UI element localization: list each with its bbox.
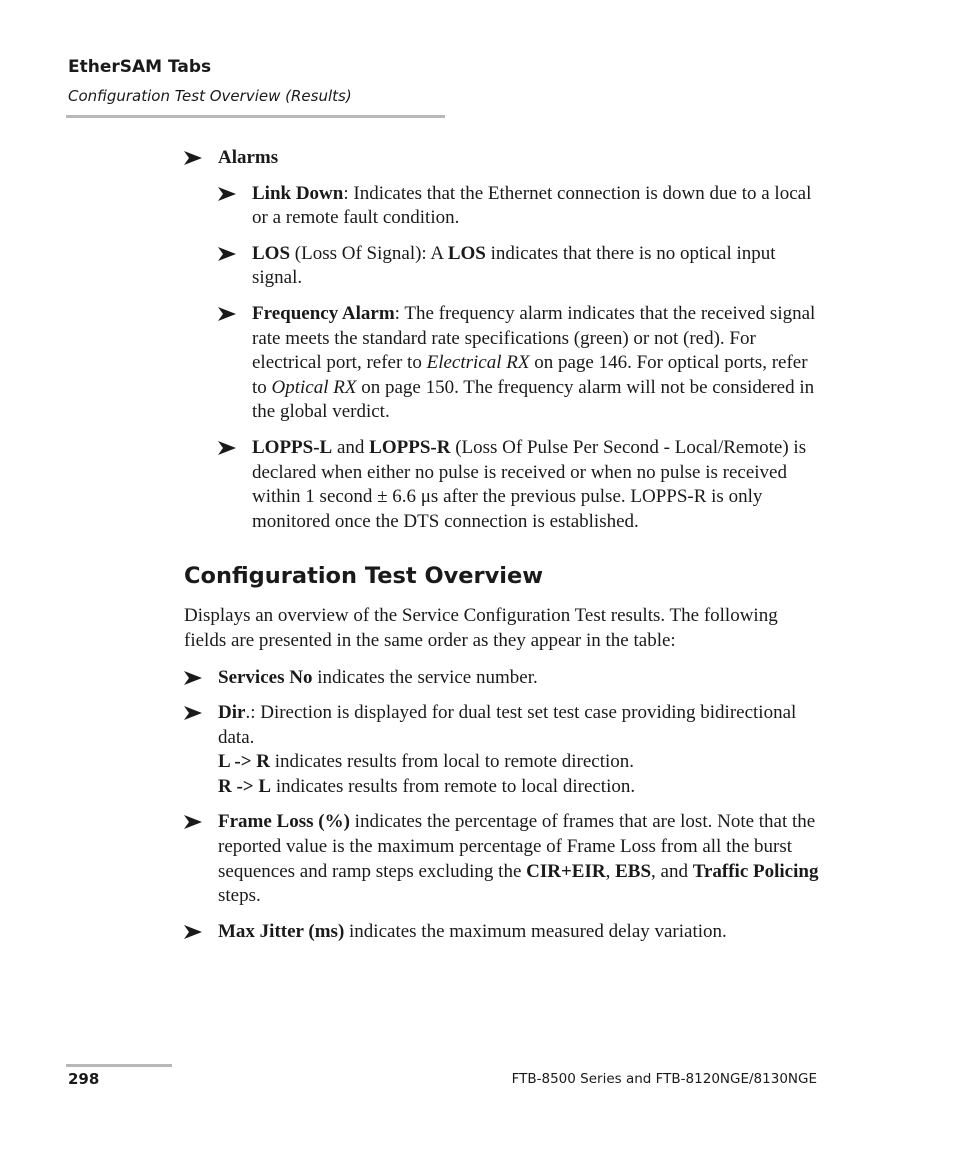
- list-item-frequency-alarm: [218, 302, 824, 425]
- list-item-link-down: [218, 182, 824, 231]
- arrow-bullet-icon: [218, 187, 236, 201]
- arrow-bullet-icon: [184, 815, 202, 829]
- term: Link Down: [252, 182, 344, 204]
- section-intro: Displays an overview of the Service Configuration Test results. The following fields are presented in the same order as they appear in the table:: [184, 605, 778, 651]
- header-title: EtherSAM Tabs: [68, 57, 212, 77]
- term: Services No: [218, 666, 313, 688]
- footer-rule: [66, 1064, 172, 1067]
- term: Dir: [218, 702, 246, 724]
- text: and: [332, 436, 370, 458]
- term: Max Jitter (ms): [218, 920, 345, 942]
- term: LOS: [447, 242, 486, 264]
- arrow-bullet-icon: [184, 671, 202, 685]
- list-item-max-jitter: [184, 920, 824, 945]
- arrow-bullet-icon: [218, 307, 236, 321]
- text: indicates results from local to remote direction.: [270, 751, 635, 773]
- text: indicates the maximum measured delay variation.: [344, 920, 727, 942]
- term: R -> L: [218, 775, 272, 797]
- text: : Indicates that the Ethernet connection is down due to a local or a remote fault condition.: [252, 182, 812, 229]
- term: Alarms: [218, 147, 279, 168]
- list-item-alarms: [184, 146, 824, 171]
- term: LOS: [252, 242, 291, 264]
- cross-reference-link[interactable]: Electrical RX: [426, 352, 530, 374]
- text: on page 146. For optical ports, refer to: [252, 352, 808, 398]
- text: steps.: [218, 885, 261, 907]
- arrow-bullet-icon: [218, 247, 236, 261]
- list-item-dir: [184, 701, 824, 799]
- text: (Loss Of Pulse Per Second - Local/Remote) is declared when either no pulse is received or when no pulse is received within 1 second ± 6.6 μs after the previous pulse. LOPPS-R is only monitored once the DTS connection is established.: [252, 436, 807, 532]
- text: indicates the service number.: [312, 666, 538, 688]
- term: Frequency Alarm: [252, 302, 395, 324]
- term: LOPPS-R: [369, 436, 451, 458]
- text: (Loss Of Signal): A: [290, 242, 448, 264]
- footer-product: FTB-8500 Series and FTB-8120NGE/8130NGE: [511, 1071, 817, 1087]
- list-item-los: [218, 242, 824, 291]
- text: indicates that there is no optical input signal.: [252, 242, 776, 289]
- arrow-bullet-icon: [218, 441, 236, 455]
- text: .: Direction is displayed for dual test set test case providing bidirectional data.: [218, 702, 797, 748]
- term: LOPPS-L: [252, 436, 333, 458]
- text: : The frequency alarm indicates that the received signal rate meets the standard rate specifications (green) or not (red). For electrical port, refer to: [252, 302, 816, 374]
- arrow-bullet-icon: [184, 706, 202, 720]
- term: CIR+EIR: [526, 860, 606, 882]
- arrow-bullet-icon: [184, 925, 202, 939]
- list-item-lopps: [218, 436, 824, 534]
- text: , and: [651, 860, 693, 882]
- list-item-services-no: [184, 666, 824, 691]
- term: L -> R: [218, 751, 270, 773]
- text: indicates the percentage of frames that are lost. Note that the reported value is the maximum percentage of Frame Loss from all the burst sequences and ramp steps excluding the: [218, 811, 816, 882]
- page-number: 298: [68, 1070, 100, 1088]
- cross-reference-link[interactable]: Optical RX: [271, 376, 357, 398]
- term: EBS: [615, 860, 652, 882]
- page-content: [184, 146, 824, 955]
- section-heading: Configuration Test Overview: [184, 563, 544, 590]
- arrow-bullet-icon: [184, 151, 202, 165]
- header-rule: [66, 115, 445, 118]
- term: Frame Loss (%): [218, 811, 350, 833]
- text: on page 150. The frequency alarm will not be considered in the global verdict.: [252, 376, 815, 423]
- text: ,: [605, 860, 616, 882]
- header-subtitle: Configuration Test Overview (Results): [68, 87, 352, 105]
- term: Traffic Policing: [692, 860, 819, 882]
- text: indicates results from remote to local direction.: [271, 775, 636, 797]
- list-item-frame-loss: [184, 810, 824, 908]
